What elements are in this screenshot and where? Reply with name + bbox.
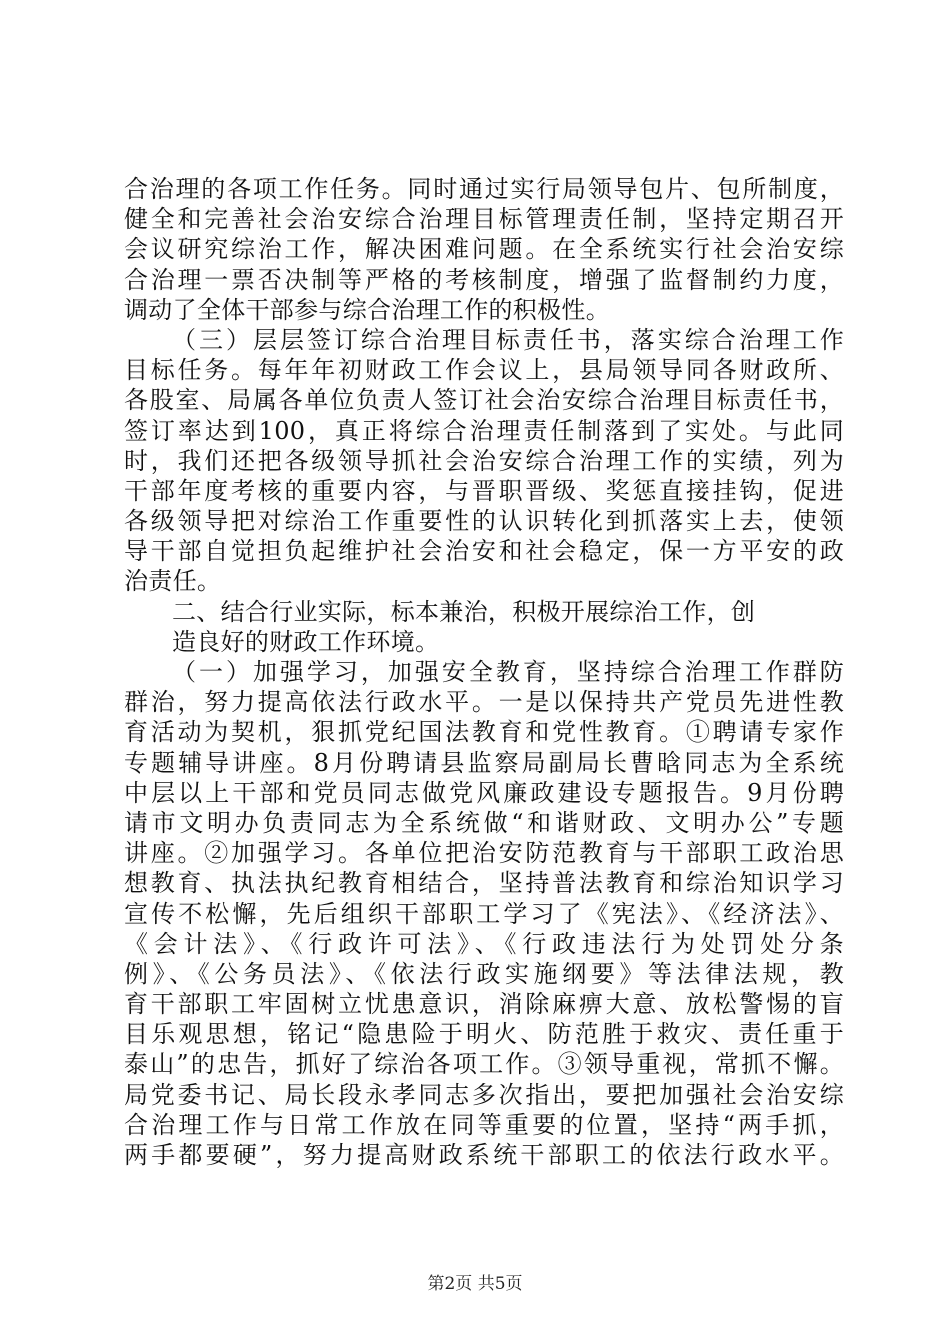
text-line: 《会计法》、《行政许可法》、《行政违法行为处罚处分条: [124, 929, 844, 958]
text-line: 合治理的各项工作任务。同时通过实行局领导包片、包所制度，: [124, 175, 844, 203]
text-line: （一）加强学习，加强安全教育，坚持综合治理工作群防: [172, 658, 844, 686]
text-line: 育干部职工牢固树立忧患意识，消除麻痹大意、放松警惕的盲: [124, 990, 844, 1019]
page-number-footer: 第2页 共5页: [427, 1274, 523, 1294]
section-heading-line: 二、结合行业实际，标本兼治，积极开展综治工作，创: [172, 597, 756, 626]
text-line: 宣传不松懈，先后组织干部职工学习了《宪法》、《经济法》、: [124, 899, 844, 928]
text-line: （三）层层签订综合治理目标责任书，落实综合治理工作: [172, 325, 844, 354]
section-heading-line: 造良好的财政工作环境。: [172, 627, 440, 656]
text-line: 导干部自觉担负起维护社会治安和社会稳定，保一方平安的政: [124, 537, 844, 566]
text-line: 讲座。②加强学习。各单位把治安防范教育与干部职工政治思: [124, 839, 844, 868]
text-line: 目乐观思想，铭记“隐患险于明火、防范胜于救灾、责任重于: [124, 1020, 844, 1049]
text-line: 局党委书记、局长段永孝同志多次指出，要把加强社会治安综: [124, 1080, 844, 1109]
text-line: 专题辅导讲座。8月份聘请县监察局副局长曹晗同志为全系统: [124, 748, 844, 777]
text-line: 签订率达到100，真正将综合治理责任制落到了实处。与此同: [124, 416, 844, 445]
text-line: 合治理一票否决制等严格的考核制度，增强了监督制约力度，: [124, 265, 844, 294]
text-line: 群治，努力提高依法行政水平。一是以保持共产党员先进性教: [124, 688, 844, 717]
text-line: 想教育、执法执纪教育相结合，坚持普法教育和综治知识学习: [124, 869, 844, 898]
text-line: 治责任。: [124, 567, 222, 596]
text-line: 合治理工作与日常工作放在同等重要的位置，坚持“两手抓，: [124, 1110, 844, 1139]
body-text: [124, 174, 844, 1170]
text-line: 育活动为契机，狠抓党纪国法教育和党性教育。①聘请专家作: [124, 718, 844, 747]
text-line: 干部年度考核的重要内容，与晋职晋级、奖惩直接挂钩，促进: [124, 476, 844, 505]
text-line: 时，我们还把各级领导抓社会治安综合治理工作的实绩，列为: [124, 446, 844, 475]
text-line: 泰山”的忠告，抓好了综治各项工作。③领导重视，常抓不懈。: [124, 1050, 844, 1079]
text-line: 中层以上干部和党员同志做党风廉政建设专题报告。9月份聘: [124, 778, 844, 807]
text-line: 例》、《公务员法》、《依法行政实施纲要》等法律法规，教: [124, 959, 844, 988]
text-line: 目标任务。每年年初财政工作会议上，县局领导同各财政所、: [124, 356, 844, 385]
text-line: 各股室、局属各单位负责人签订社会治安综合治理目标责任书，: [124, 386, 844, 415]
text-line: 健全和完善社会治安综合治理目标管理责任制，坚持定期召开: [124, 205, 844, 234]
text-line: 两手都要硬”，努力提高财政系统干部职工的依法行政水平。: [124, 1141, 844, 1169]
text-line: 会议研究综治工作，解决困难问题。在全系统实行社会治安综: [124, 235, 844, 264]
text-line: 调动了全体干部参与综合治理工作的积极性。: [124, 295, 610, 324]
text-line: 各级领导把对综治工作重要性的认识转化到抓落实上去，使领: [124, 507, 844, 536]
text-line: 请市文明办负责同志为全系统做“和谐财政、文明办公”专题: [124, 808, 844, 837]
